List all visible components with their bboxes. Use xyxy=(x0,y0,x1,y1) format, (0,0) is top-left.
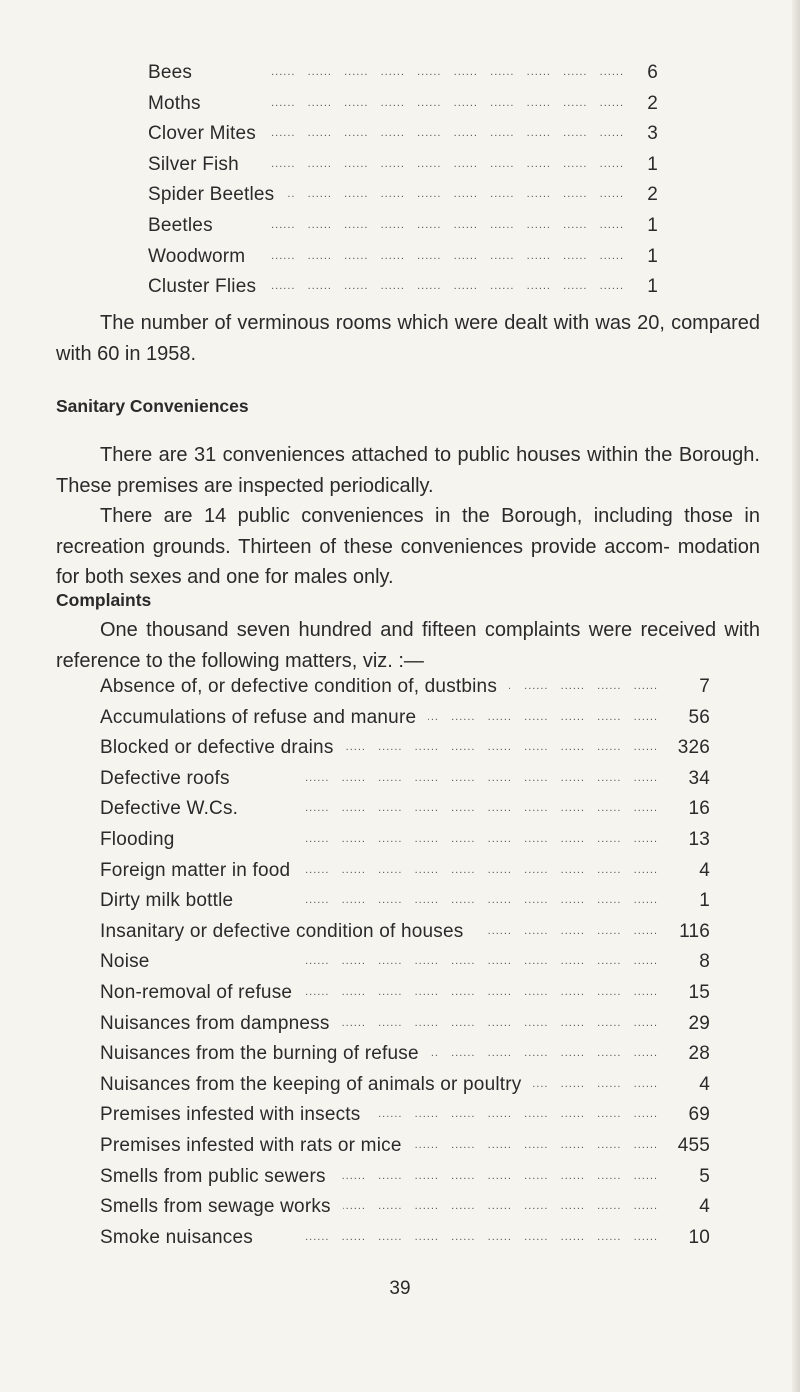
list-item: Cluster Flies ..... 1 xyxy=(148,276,658,307)
list-item: Beetles ..... 1 xyxy=(148,215,658,246)
list-item: Accumulations of refuse and manure ..... 56 xyxy=(100,707,710,738)
list-item: Premises infested with rats or mice ..... 455 xyxy=(100,1135,710,1166)
pest-list xyxy=(148,62,658,307)
sanitary-paragraph-1: There are 31 conveniences attached to public houses within the Borough. These premises are inspected periodically. xyxy=(56,444,760,497)
list-item: Absence of, or defective condition of, dustbins ..... 7 xyxy=(100,676,710,707)
list-item: Defective roofs ..... 34 xyxy=(100,768,710,799)
list-item: Noise ..... 8 xyxy=(100,951,710,982)
list-item: Spider Beetles ..... 2 xyxy=(148,184,658,215)
list-item: Foreign matter in food ..... 4 xyxy=(100,860,710,891)
list-item: Nuisances from the keeping of animals or poultry ..... 4 xyxy=(100,1074,710,1105)
list-item: Smells from sewage works ..... 4 xyxy=(100,1196,710,1227)
list-item: Insanitary or defective condition of houses ..... 116 xyxy=(100,921,710,952)
page-number: 39 xyxy=(389,1278,411,1299)
list-item: Blocked or defective drains ..... 326 xyxy=(100,737,710,768)
list-item: Bees ..... 6 xyxy=(148,62,658,93)
list-item: Smoke nuisances ..... 10 xyxy=(100,1227,710,1258)
page-edge-shadow xyxy=(792,0,800,1392)
list-item: Non-removal of refuse ..... 15 xyxy=(100,982,710,1013)
sanitary-paragraph-2: There are 14 public conveniences in the Borough, including those in recreation grounds. Thirteen of these conveniences provide accom- modation for both sexes and one for males only. xyxy=(56,505,760,588)
complaints-intro: One thousand seven hundred and fifteen complaints were received with reference to the following matters, viz. :— xyxy=(56,619,760,672)
list-item: Nuisances from the burning of refuse ..... 28 xyxy=(100,1043,710,1074)
list-item: Clover Mites ..... 3 xyxy=(148,123,658,154)
list-item: Silver Fish ..... 1 xyxy=(148,154,658,185)
list-item: Smells from public sewers ..... 5 xyxy=(100,1166,710,1197)
complaints-heading: Complaints xyxy=(56,590,152,610)
complaints-list xyxy=(100,676,710,1257)
list-item: Flooding ..... 13 xyxy=(100,829,710,860)
list-item: Dirty milk bottle ..... 1 xyxy=(100,890,710,921)
list-item: Moths ..... 2 xyxy=(148,93,658,124)
list-item: Nuisances from dampness ..... 29 xyxy=(100,1013,710,1044)
list-item: Premises infested with insects ..... 69 xyxy=(100,1104,710,1135)
sanitary-heading: Sanitary Conveniences xyxy=(56,396,249,416)
list-item: Woodworm ..... 1 xyxy=(148,246,658,277)
list-item: Defective W.Cs. ..... 16 xyxy=(100,798,710,829)
verminous-rooms-paragraph: The number of verminous rooms which were dealt with was 20, compared with 60 in 1958. xyxy=(56,312,760,365)
